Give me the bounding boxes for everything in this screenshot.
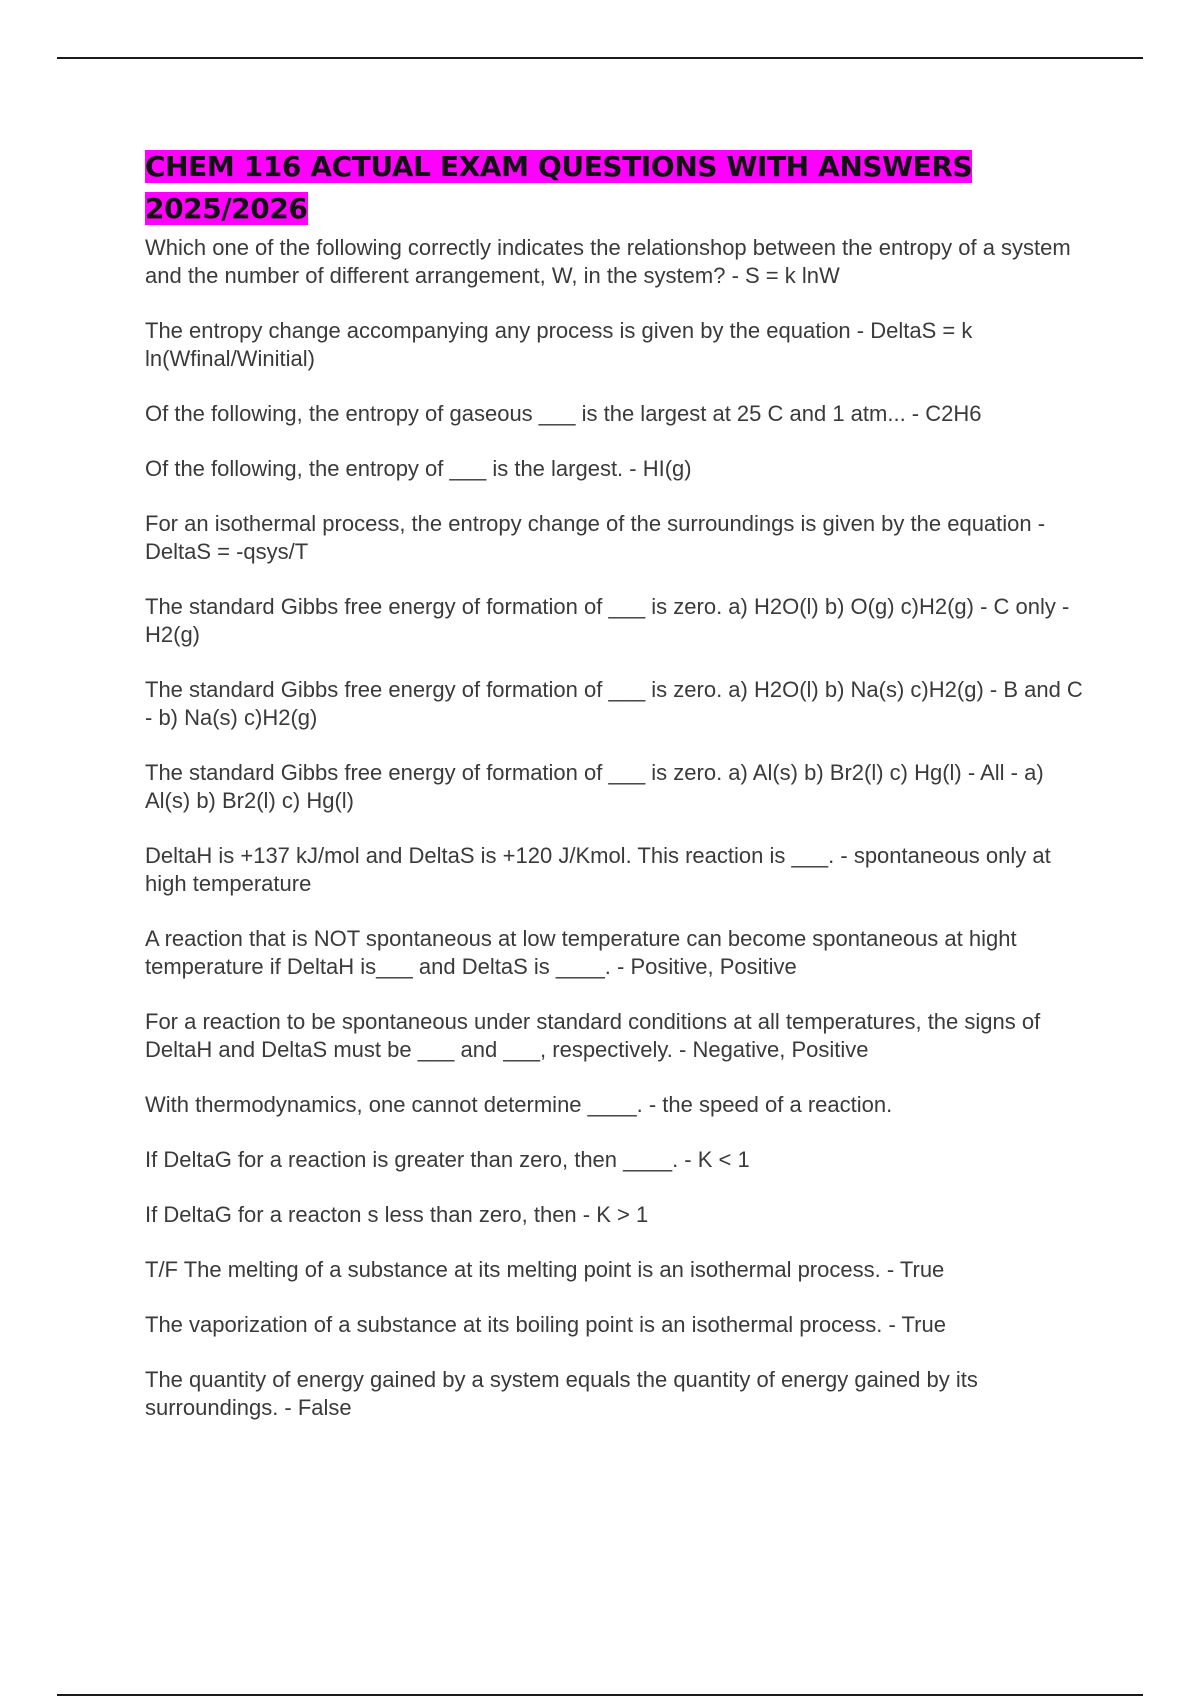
qa-item: For a reaction to be spontaneous under standard conditions at all temperatures, the signs of DeltaH and DeltaS must be ___ and ___, respectively. - Negative, Positive: [145, 1009, 1041, 1062]
document-title-text: CHEM 116 ACTUAL EXAM QUESTIONS WITH ANSWERS 2025/2026: [145, 150, 973, 225]
qa-item: The standard Gibbs free energy of formation of ___ is zero. a) H2O(l) b) Na(s) c)H2(g) - B and C - b) Na(s) c)H2(g): [145, 677, 1083, 730]
qa-list: [145, 234, 1085, 1422]
footer-rule: [57, 1694, 1143, 1696]
qa-item: If DeltaG for a reacton s less than zero, then - K > 1: [145, 1202, 649, 1227]
qa-item: For an isothermal process, the entropy change of the surroundings is given by the equation - DeltaS = -qsys/T: [145, 511, 1046, 564]
header-rule: [57, 57, 1143, 59]
qa-item: The standard Gibbs free energy of formation of ___ is zero. a) Al(s) b) Br2(l) c) Hg(l) - All - a) Al(s) b) Br2(l) c) Hg(l): [145, 760, 1044, 813]
qa-item: The entropy change accompanying any process is given by the equation - DeltaS = k ln(Wfinal/Winitial): [145, 318, 973, 371]
qa-item: A reaction that is NOT spontaneous at low temperature can become spontaneous at hight temperature if DeltaH is___ and DeltaS is ____. - Positive, Positive: [145, 926, 1017, 979]
qa-item: With thermodynamics, one cannot determine ____. - the speed of a reaction.: [145, 1092, 893, 1117]
qa-item: Of the following, the entropy of ___ is the largest. - HI(g): [145, 456, 692, 481]
qa-item: The standard Gibbs free energy of formation of ___ is zero. a) H2O(l) b) O(g) c)H2(g) - C only - H2(g): [145, 594, 1070, 647]
qa-item: Which one of the following correctly indicates the relationshop between the entropy of a system and the number of different arrangement, W, in the system? - S = k lnW: [145, 235, 1071, 288]
qa-item: Of the following, the entropy of gaseous ___ is the largest at 25 C and 1 atm... - C2H6: [145, 401, 982, 426]
document-title: [145, 146, 1085, 230]
document-body: [145, 146, 1085, 1449]
qa-item: The quantity of energy gained by a system equals the quantity of energy gained by its surroundings. - False: [145, 1367, 978, 1420]
qa-item: The vaporization of a substance at its boiling point is an isothermal process. - True: [145, 1312, 946, 1337]
qa-item: DeltaH is +137 kJ/mol and DeltaS is +120 J/Kmol. This reaction is ___. - spontaneous only at high temperature: [145, 843, 1051, 896]
qa-item: T/F The melting of a substance at its melting point is an isothermal process. - True: [145, 1257, 945, 1282]
qa-item: If DeltaG for a reaction is greater than zero, then ____. - K < 1: [145, 1147, 750, 1172]
